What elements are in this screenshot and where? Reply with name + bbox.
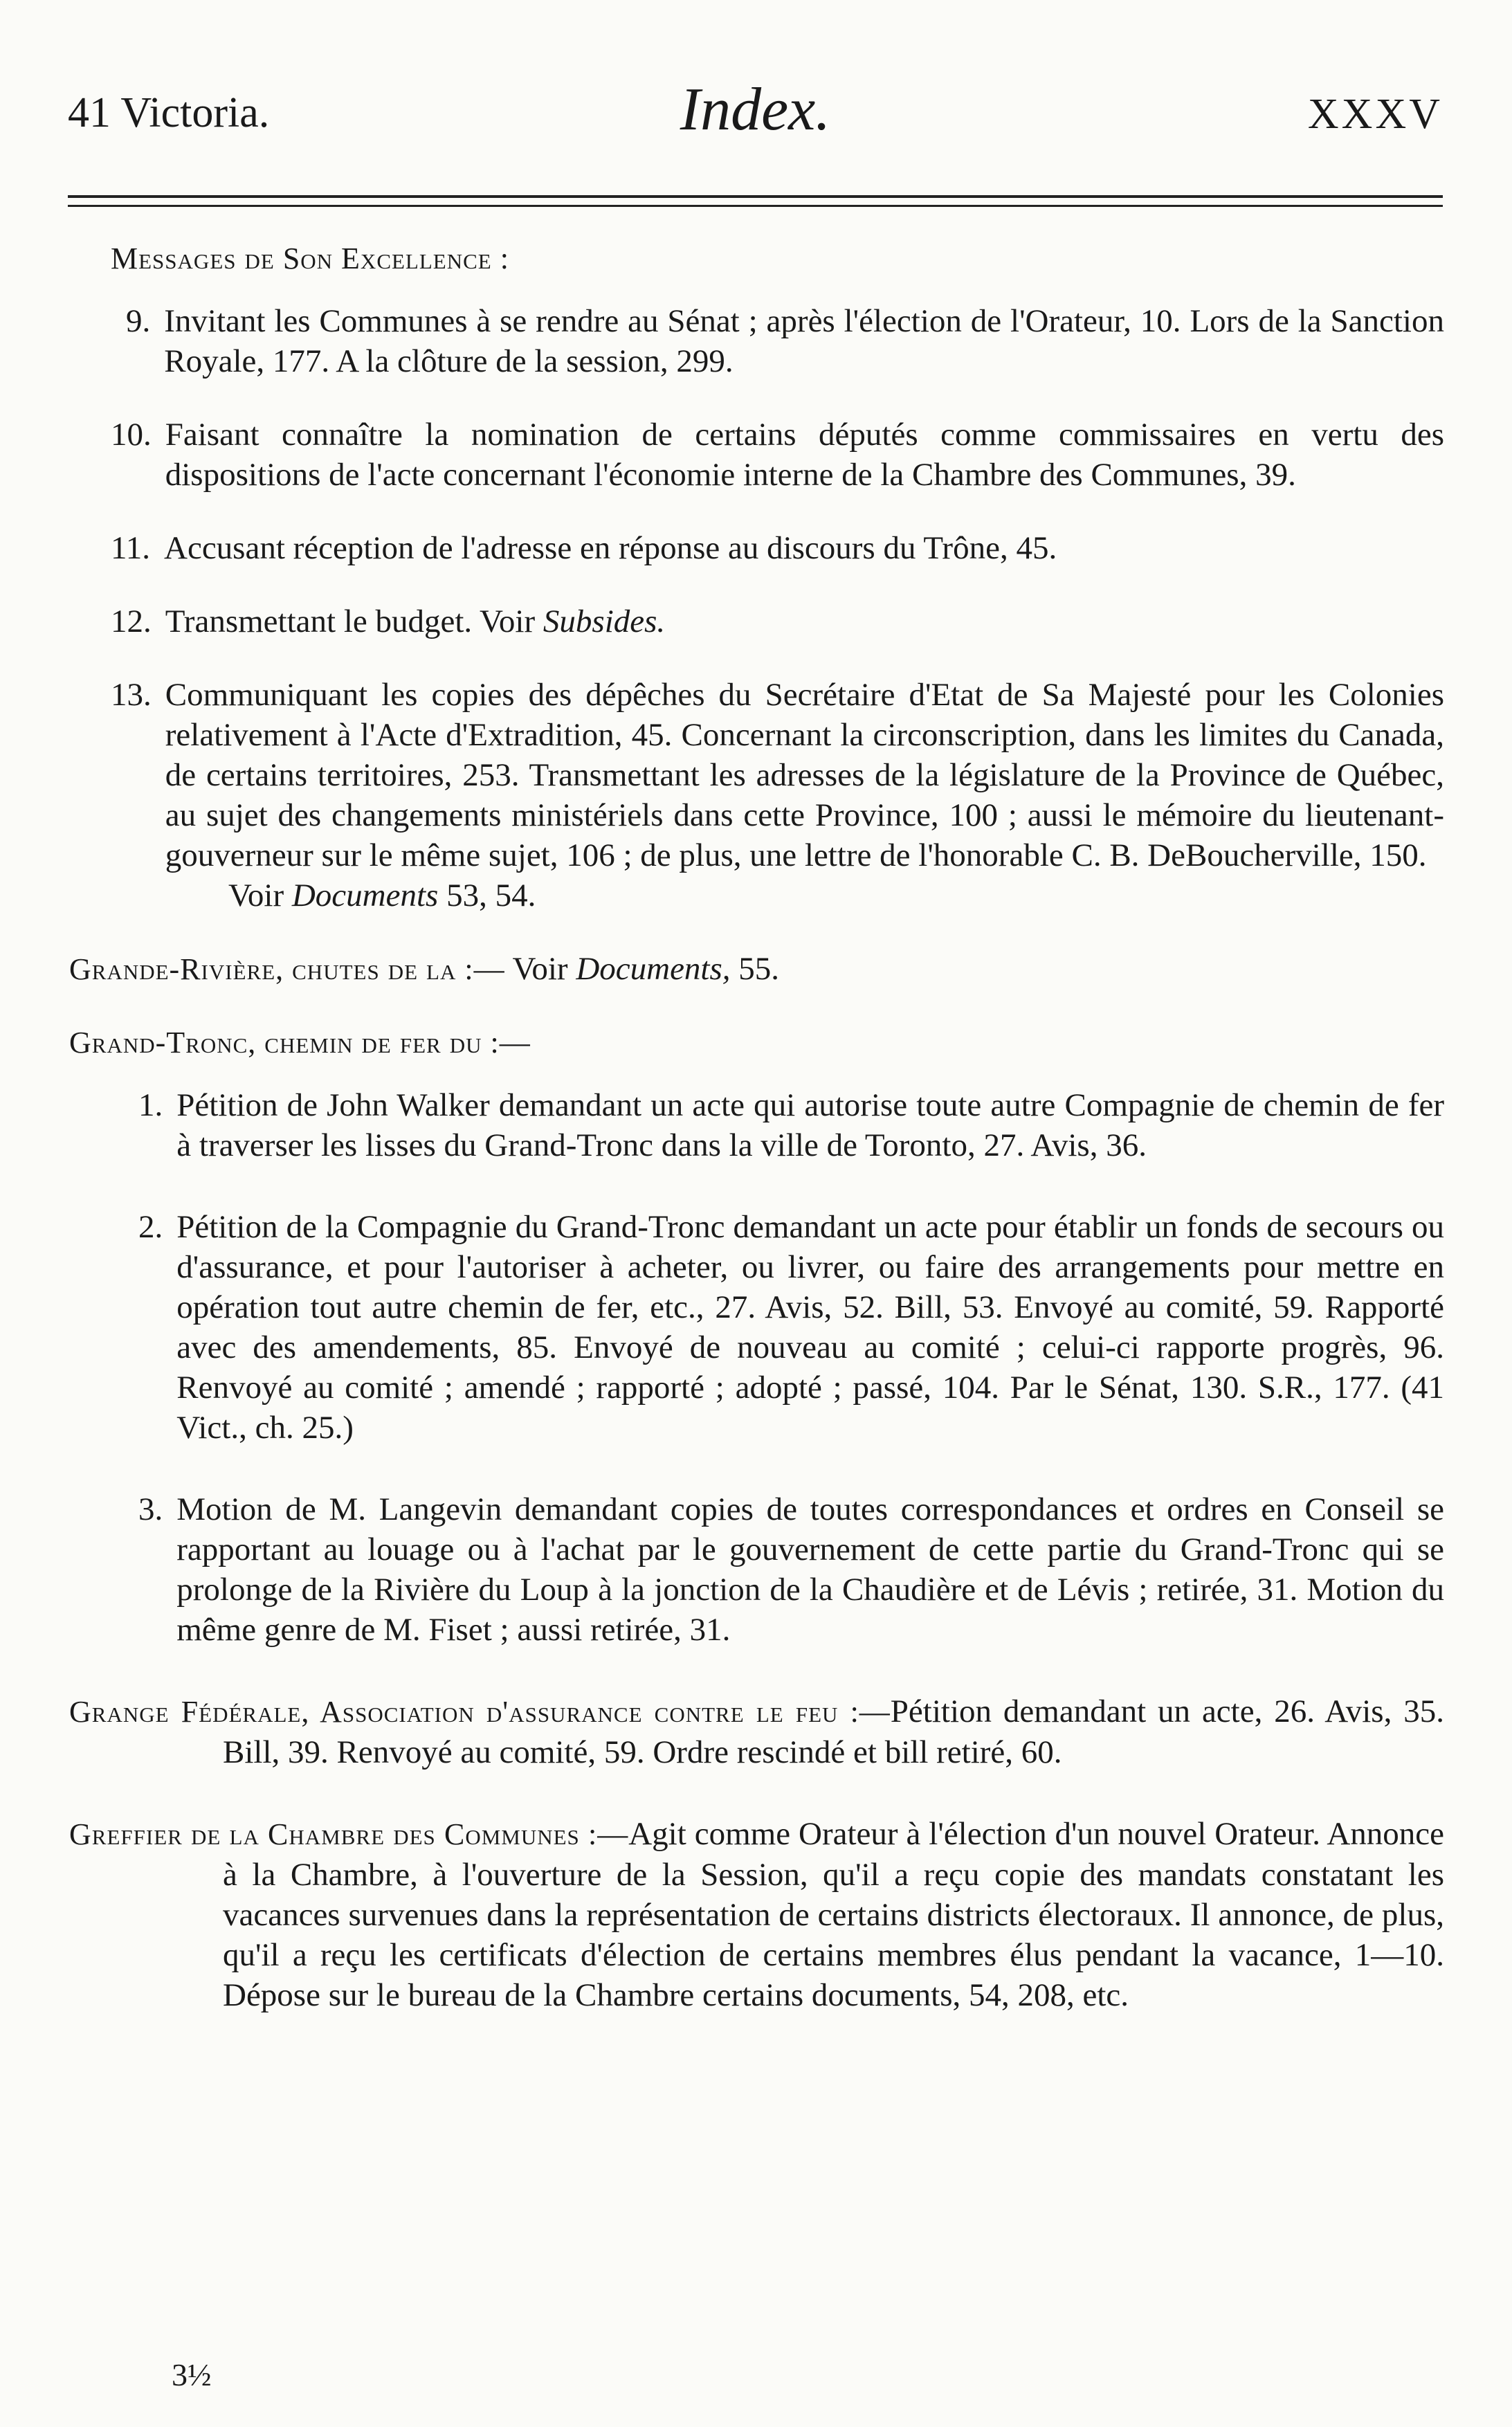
item-number: 11.: [111, 530, 151, 566]
item-number: 13.: [111, 677, 152, 713]
header-rule: [68, 195, 1443, 207]
grange-entry: [69, 1691, 1444, 1772]
item-text: Communiquant les copies des dépêches du Secrétaire d'Etat de Sa Majesté pour les Colonies relativement à l'Acte d'Extradition, 45. Concernant la circonscription, dans les limites du Canada, de certains territoires, 253. Transmettant les adresses de la législature de la Province de Québec, au sujet des changements ministériels dans cette Province, 100 ; aussi le mémoire du lieutenant-gouverneur sur le même sujet, 106 ; de plus, une lettre de l'honorable C. B. DeBoucherville, 150.: [165, 677, 1444, 873]
entry-text: Voir: [504, 951, 576, 987]
item-number: 9.: [126, 303, 151, 339]
item-number: 3.: [138, 1491, 163, 1527]
message-item-9: [69, 301, 1444, 381]
item-number: 10.: [111, 417, 152, 453]
entry-nums: 55.: [730, 951, 780, 987]
see-reference: Subsides.: [543, 603, 666, 639]
header-session: 41 Victoria.: [68, 89, 270, 136]
message-item-13: [69, 675, 1444, 875]
item-text: Faisant connaître la nomination de certains députés comme commissaires en vertu des dispositions de l'acte concernant l'économie interne de la Chambre des Communes, 39.: [165, 417, 1444, 493]
item-text: Pétition de John Walker demandant un acte qui autorise toute autre Compagnie de chemin de fer à traverser les lisses du Grand-Tronc dans la ville de Toronto, 27. Avis, 36.: [176, 1087, 1444, 1163]
greffier-entry: [69, 1814, 1444, 2015]
item-text: Accusant réception de l'adresse en réponse au discours du Trône, 45.: [164, 530, 1057, 566]
grand-tronc-item-3: [69, 1489, 1444, 1650]
item-number: 2.: [138, 1209, 163, 1245]
item-text: Motion de M. Langevin demandant copies de toutes correspondances et ordres en Conseil se rapportant au louage ou à l'achat par le gouvernement de cette partie du Grand-Tronc qui se prolonge de la Rivière du Loup à la jonction de la Chaudière et de Lévis ; retirée, 31. Motion du même genre de M. Fiset ; aussi retirée, 31.: [176, 1491, 1444, 1648]
entry-heading: Grande-Rivière, chutes de la :—: [69, 952, 505, 986]
item-number: 12.: [111, 603, 152, 639]
item-text-main: Transmettant le budget. Voir: [165, 603, 543, 639]
see-also-line: [69, 875, 1444, 916]
entry-text: Agit comme Orateur à l'élection d'un nouvel Orateur. Annonce à la Chambre, à l'ouverture de la Session, qu'il a reçu copie des mandats constatant les vacances survenues dans la représentation de certains districts électoraux. Il annonce, de plus, qu'il a reçu les certificats d'élection de certains membres élus pendant la vacance, 1—10. Dépose sur le bureau de la Chambre certains documents, 54, 208, etc.: [223, 1816, 1445, 2013]
grand-tronc-heading: Grand-Tronc, chemin de fer du :—: [69, 1026, 531, 1060]
header-page-number: XXXV: [1307, 91, 1443, 138]
entry-text: Pétition demandant un acte, 26. Avis, 35. Bill, 39. Renvoyé au comité, 59. Ordre rescindé et bill retiré, 60.: [223, 1693, 1445, 1770]
see-nums: 53, 54.: [438, 878, 536, 913]
message-item-12: [69, 601, 1444, 642]
item-number: 1.: [138, 1087, 163, 1123]
item-text: Invitant les Communes à se rendre au Sénat ; après l'élection de l'Orateur, 10. Lors de la Sanction Royale, 177. A la clôture de la session, 299.: [164, 303, 1444, 379]
header-title: Index.: [680, 76, 831, 143]
grande-riviere-entry: [69, 949, 1444, 990]
index-body: [69, 239, 1444, 2015]
item-text: [165, 601, 1444, 642]
see-prefix: Voir: [228, 878, 292, 913]
entry-heading: Greffier de la Chambre des Communes :—: [69, 1817, 629, 1851]
entry-heading: Grange Fédérale, Association d'assurance contre le feu :—: [69, 1695, 891, 1729]
grand-tronc-item-2: [69, 1207, 1444, 1448]
see-doc: Documents: [291, 878, 439, 913]
messages-heading: Messages de Son Excellence :: [111, 242, 509, 275]
grand-tronc-item-1: [69, 1085, 1444, 1165]
signature-mark: 3½: [172, 2357, 212, 2392]
entry-doc: Documents,: [576, 951, 731, 987]
page-header: [68, 75, 1443, 151]
item-text: Pétition de la Compagnie du Grand-Tronc demandant un acte pour établir un fonds de secours ou d'assurance, et pour l'autoriser à acheter, ou livrer, ou faire des arrangements pour mettre en opération tout autre chemin de fer, etc., 27. Avis, 52. Bill, 53. Envoyé au comité, 59. Rapporté avec des amendements, 85. Envoyé de nouveau au comité ; celui-ci rapporte progrès, 96. Renvoyé au comité ; amendé ; rapporté ; adopté ; passé, 104. Par le Sénat, 130. S.R., 177. (41 Vict., ch. 25.): [176, 1209, 1444, 1446]
message-item-11: [69, 528, 1444, 568]
message-item-10: [69, 415, 1444, 495]
